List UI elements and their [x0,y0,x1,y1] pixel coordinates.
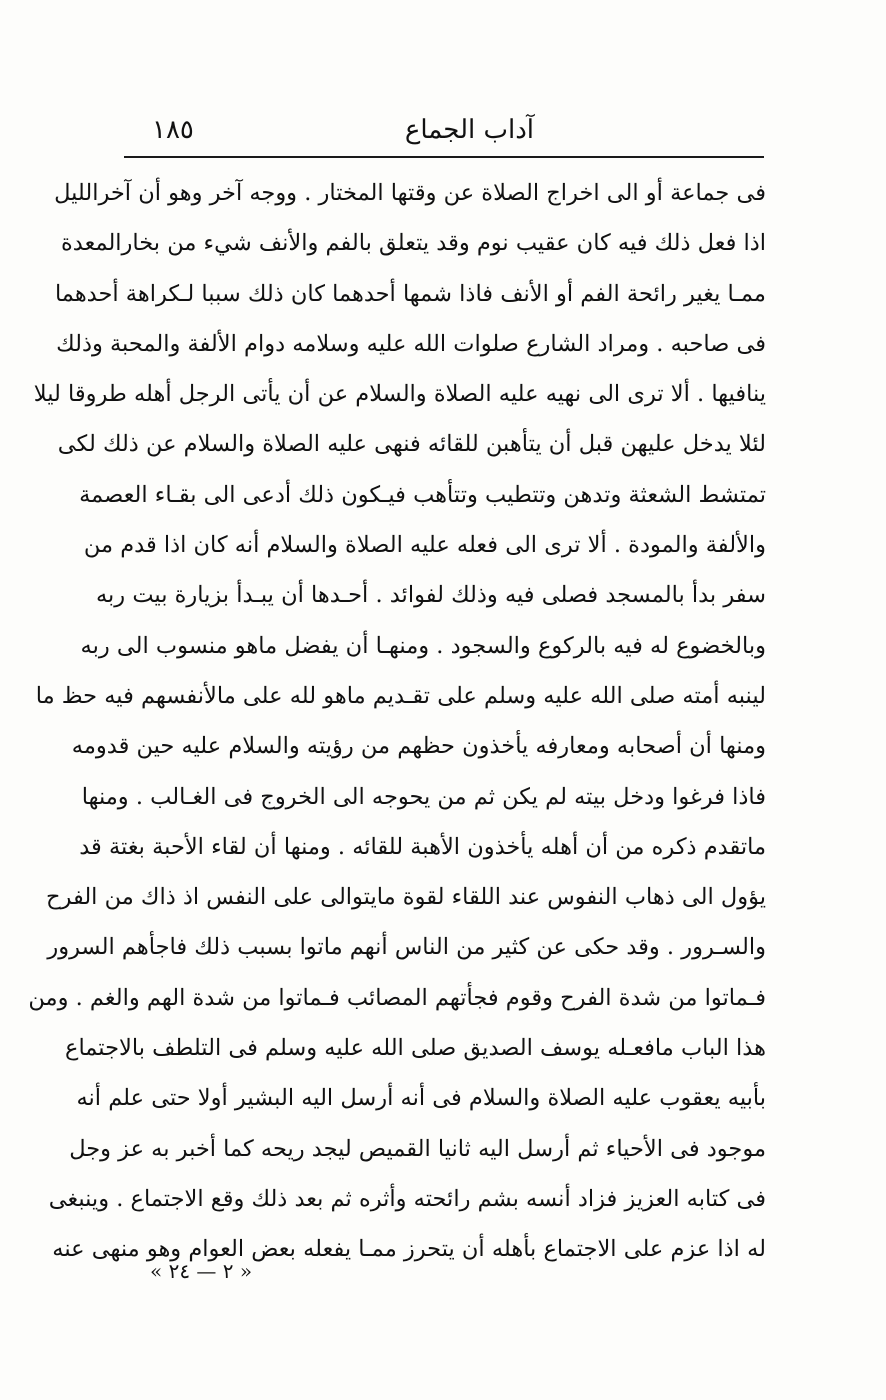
text-line: فى كتابه العزيز فزاد أنسه بشم رائحته وأثره ثم بعد ذلك وقع الاجتماع . وينبغى [48,1185,766,1212]
text-line: ماتقدم ذكره من أن أهله يأخذون الأهبة للقائه . ومنها أن لقاء الأحبة بغتة قد [79,833,766,860]
text-line: لينبه أمته صلى الله عليه وسلم على تقـديم ماهو لله على مالأنفسهم فيه حظ ما [35,682,766,709]
page-number: ١٨٥ [152,115,194,145]
text-line: ومنها أن أصحابه ومعارفه يأخذون حظهم من رؤيته والسلام عليه حين قدومه [71,733,766,760]
text-line: سفر بدأ بالمسجد فصلى فيه وذلك لفوائد . أحـدها أن يبـدأ بزيارة بيت ربه [95,582,766,609]
text-line: يؤول الى ذهاب النفوس عند اللقاء لقوة مايتوالى على النفس اذ ذاك من الفرح [46,884,766,911]
text-line: وبالخضوع له فيه بالركوع والسجود . ومنهـا أن يفضل ماهو منسوب الى ربه [80,632,766,659]
header-rule [124,156,764,158]
text-line: تمتشط الشعثة وتدهن وتتطيب وتتأهب فيـكون ذلك أدعى الى بقـاء العصمة [79,481,766,508]
text-line: فى جماعة أو الى اخراج الصلاة عن وقتها المختار . ووجه آخر وهو أن آخرالليل [54,180,766,206]
text-line: فـماتوا من شدة الفرح وقوم فجأتهم المصائب فـماتوا من شدة الهم والغم . ومن [28,984,766,1011]
text-line: موجود فى الأحياء ثم أرسل اليه ثانيا القميص ليجد ريحه كما أخبر به عز وجل [69,1135,766,1162]
text-line: ممـا يغير رائحة الفم أو الأنف فاذا شمها أحدهما كان ذلك سببا لـكراهة أحدهما [54,280,766,307]
text-line: فاذا فرغوا ودخل بيته لم يكن ثم من يحوجه الى الخروج فى الغـالب . ومنها [81,783,766,810]
text-line: ينافيها . ألا ترى الى نهيه عليه الصلاة والسلام عن أن يأتى الرجل أهله طروقا ليلا [33,381,766,408]
running-head [124,108,764,152]
text-line: والسـرور . وقد حكى عن كثير من الناس أنهم ماتوا بسبب ذلك فاجأهم السرور [47,934,766,961]
text-line: فى صاحبه . ومراد الشارع صلوات الله عليه وسلامه دوام الألفة والمحبة وذلك [56,330,766,357]
text-line: بأبيه يعقوب عليه الصلاة والسلام فى أنه أرسل اليه البشير أولا حتى علم أنه [76,1085,766,1112]
text-line: اذا فعل ذلك فيه كان عقيب نوم وقد يتعلق بالفم والأنف شيء من بخارالمعدة [60,230,766,257]
text-line: هذا الباب مافعـله يوسف الصديق صلى الله عليه وسلم فى التلطف بالاجتماع [65,1035,766,1062]
body-text [28,168,766,1275]
text-line: والألفة والمودة . ألا ترى الى فعله عليه الصلاة والسلام أنه كان اذا قدم من [83,532,766,559]
printer-signature: « ٢ — ٢٤ » [150,1259,253,1283]
text-line: له اذا عزم على الاجتماع بأهله أن يتحرز ممـا يفعله بعض العوام وهو منهى عنه [52,1236,766,1263]
text-line: لئلا يدخل عليهن قبل أن يتأهبن للقائه فنهى عليه الصلاة والسلام عن ذلك لكى [57,431,766,458]
running-head-title: آداب الجماع [404,115,534,145]
